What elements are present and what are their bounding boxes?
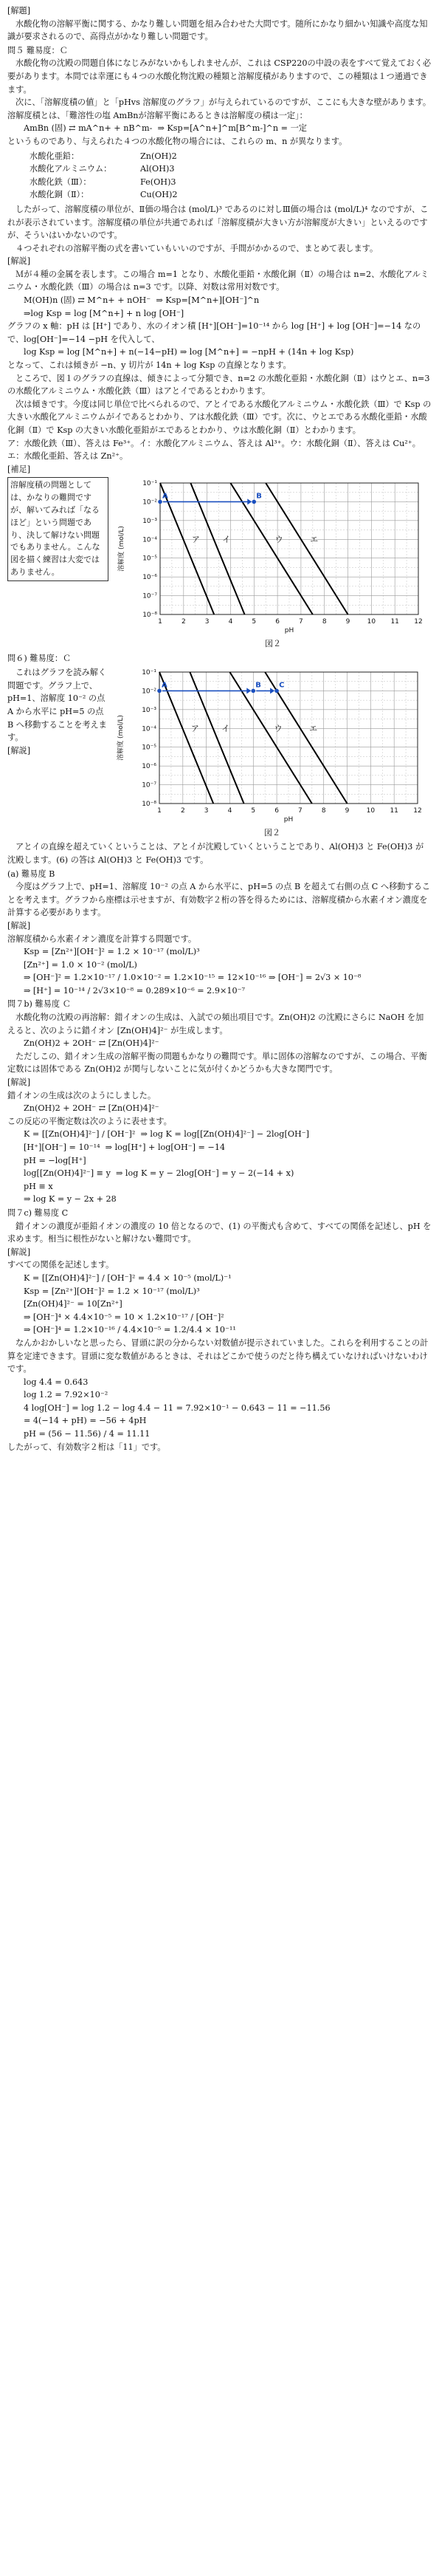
- q7c-label: 問７c) 難易度 C: [7, 1208, 69, 1218]
- q7c-l2: log 1.2 = 7.92×10⁻²: [24, 1390, 108, 1400]
- y-tick-label: 10⁻⁵: [142, 744, 156, 752]
- series-label: エ: [310, 535, 319, 545]
- q7b-e5: pH ≡ x: [24, 1181, 53, 1191]
- q5-s1: Ｍが４種の金属を表します。この場合 m=1 となり、水酸化亜鉛・水酸化銅（Ⅱ）の場合は n=2、水酸化アルミニウム・水酸化鉄（Ⅲ）の場合は n=3 です。以降、対数は常用対数です。: [7, 269, 429, 292]
- data-point: [274, 689, 279, 693]
- q7c-end: したがって、有効数字２桁は「11」です。: [7, 1442, 166, 1452]
- note-box: 溶解度積の問題としては、かなりの難問ですが、解いてみれば「なるほど」という問題であり、決して解けない問題でもありません。こんな図を描く練習は大変ではありません。: [7, 477, 108, 580]
- compound-formula: Cu(OH)2: [140, 190, 178, 200]
- q5-label: 問５ 難易度：Ｃ: [7, 45, 68, 55]
- solubility-chart-1: [114, 477, 432, 636]
- q5-s5: 次は傾きです。今度は同じ単位で比べられるので、アとイである水酸化アルミニウム・水酸化鉄（Ⅲ）で Ksp の大きい水酸化アルミニウムがイであるとわかり、アは水酸化鉄（Ⅲ）です。次に、ウとエである水酸化亜鉛・水酸化銅（Ⅱ）で Ksp の大きい水酸化亜鉛がエであるとわかり、ウは水酸化銅（Ⅱ）とわかります。: [7, 399, 432, 435]
- x-tick-label: 2: [181, 618, 186, 626]
- y-tick-label: 10⁻⁴: [142, 536, 157, 544]
- q7b-p2: ただしこの、錯イオン生成の溶解平衡の問題もかなりの難問です。単に固体の溶解なのですが、この場合、平衡定数には固体である Zn(OH)2 が関与しないことに気が付くかどうかも大きな関門です。: [7, 1051, 427, 1075]
- compound-row: [30, 176, 432, 189]
- q7b-e6: ⇒ log K = y − 2x + 28: [24, 1194, 117, 1205]
- y-tick-label: 10⁻⁷: [142, 781, 156, 789]
- q7b-e4: log[[Zn(OH)4]²⁻] ≡ y ⇒ log K = y − 2log[OH⁻] = y − 2(−14 + x): [24, 1168, 294, 1179]
- q5-p1: 水酸化物の沈殿の問題自体になじみがないかもしれませんが、これは CSP220の中設の表をすべて覚えておく必要があります。本問では幸運にも４つの水酸化物沈殿の種類と溶解度積がありますので、この種類は１つ通過できます。: [7, 58, 432, 95]
- q5-p4: したがって、溶解度積の単位が、Ⅱ価の場合は (mol/L)³ であるのに対しⅢ価の場合は (mol/L)⁴ なのですが、これが表示されています。溶解度積の単位が共通であれば「溶解度積が大きい方が溶解度が大きい」といえるのですが、そういはいかないのです。: [7, 204, 429, 241]
- q7b-r1: Zn(OH)2 + 2OH⁻ ⇄ [Zn(OH)4]²⁻: [24, 1038, 159, 1049]
- compound-name: 水酸化銅（Ⅱ）：: [30, 190, 89, 200]
- compound-formula: Fe(OH)3: [140, 177, 176, 187]
- q7-e2: [Zn²⁺] = 1.0 × 10⁻² (mol/L): [24, 959, 137, 970]
- q7b-e2: [H⁺][OH⁻] = 10⁻¹⁴ ⇒ log[H⁺] + log[OH⁻] = −14: [24, 1143, 226, 1152]
- arrow-head: [247, 499, 252, 505]
- q7c-e3: [Zn(OH)4]²⁻ = 10[Zn²⁺]: [24, 1299, 122, 1309]
- x-tick-label: 3: [204, 807, 209, 815]
- series-label: ア: [191, 535, 200, 545]
- q7-p1: 今度はグラフ上で、pH=1、溶解度 10⁻² の点 A から水平に、pH=5 の点 B を超えて右側の点 C へ移動することを考えます。グラフから座標は示せますが、有効数字２桁の答を得るためには、溶解度積から水素イオン濃度を計算する必要があります。: [7, 882, 431, 918]
- x-tick-label: 6: [274, 807, 279, 815]
- q7c-l1: log 4.4 = 0.643: [24, 1377, 89, 1387]
- compound-table: [30, 150, 432, 202]
- point-label: A: [162, 492, 168, 501]
- point-label: A: [162, 681, 167, 690]
- series-label: ウ: [274, 535, 283, 545]
- y-tick-label: 10⁻⁸: [142, 801, 156, 809]
- q7-e1: Ksp = [Zn²⁺][OH⁻]² = 1.2 × 10⁻¹⁷ (mol/L)³: [24, 947, 200, 957]
- q7c-p3: なんかおかしいなと思ったら、冒頭に訳の分からない対数値が提示されていました。これらを利用することの計算を定達できます。冒頭に変な数値があるときは、それはどこかで使うのだと待ち構えていなければいけないわけです。: [7, 1337, 429, 1374]
- series-label: エ: [309, 724, 318, 734]
- q5-m2: ⇒log Ksp = log [M^n+] + n log [OH⁻]: [24, 308, 184, 318]
- q7c-l3: 4 log[OH⁻] = log 1.2 − log 4.4 − 11 = 7.92×10⁻¹ − 0.643 − 11 = −11.56: [24, 1402, 331, 1413]
- q7b-label: 問７b) 難易度 Ｃ: [7, 999, 71, 1010]
- x-axis-label: pH: [283, 816, 294, 824]
- x-tick-label: 2: [180, 807, 185, 815]
- figure-1: [114, 477, 432, 650]
- series-line: [159, 672, 213, 804]
- y-tick-label: 10⁻⁸: [142, 612, 157, 620]
- q5-s4: ところで、図１のグラフの直線は、傾きによって分類でき、n=2 の水酸化亜鉛・水酸化銅（Ⅱ）はウとエ、n=3 の水酸化アルミニウム・水酸化鉄（Ⅲ）はアとイであるとわかります。: [7, 373, 430, 397]
- chart-block-1: [7, 477, 432, 650]
- compound-formula: Al(OH)3: [140, 164, 175, 174]
- q6-label: 問６) 難易度：Ｃ: [7, 653, 72, 663]
- intro-text: 水酸化物の溶解平衡に関する、かなり難しい問題を組み合わせた大問です。随所にかなり細かい知識や高度な知識が要求されるので、高得点がかなり難しい問題です。: [7, 18, 428, 42]
- arrow-head: [270, 688, 274, 694]
- x-tick-label: 8: [322, 618, 327, 626]
- x-tick-label: 7: [299, 618, 303, 626]
- q6-side-text-wrap: [7, 666, 108, 757]
- q7-e4: ⇒ [H⁺] = 10⁻¹⁴ / 2√3×10⁻⁸ = 0.289×10⁻⁶ = 2.9×10⁻⁷: [24, 985, 245, 996]
- y-tick-label: 10⁻⁶: [142, 574, 157, 582]
- q7c-l5: pH = (56 − 11.56) / 4 = 11.11: [24, 1429, 151, 1439]
- compound-row: [30, 188, 432, 202]
- data-point: [251, 689, 255, 693]
- x-tick-label: 1: [157, 807, 162, 815]
- q7c-e4: ⇒ [OH⁻]⁴ × 4.4×10⁻⁵ = 10 × 1.2×10⁻¹⁷ / [OH⁻]²: [24, 1312, 224, 1322]
- compound-name: 水酸化鉄（Ⅲ）：: [30, 177, 91, 187]
- y-tick-label: 10⁻⁴: [142, 725, 156, 733]
- point-label: B: [256, 492, 262, 501]
- point-label: C: [279, 681, 285, 690]
- q7-e3: ⇒ [OH⁻]² = 1.2×10⁻¹⁷ / 1.0×10⁻² = 1.2×10⁻¹⁵ = 12×10⁻¹⁶ ⇒ [OH⁻] = 2√3 × 10⁻⁸: [24, 973, 362, 983]
- q7b-solution-label: [解説]: [7, 1078, 31, 1088]
- compound-name: 水酸化アルミニウム：: [30, 164, 112, 174]
- q7b-r2: Zn(OH)2 + 2OH⁻ ⇄ [Zn(OH)4]²⁻: [24, 1103, 159, 1114]
- data-point: [158, 500, 162, 504]
- y-tick-label: 10⁻¹: [142, 480, 157, 488]
- x-tick-label: 6: [275, 618, 280, 626]
- q7b-e1: K = [[Zn(OH)4]²⁻] / [OH⁻]² ⇒ log K = log[[Zn(OH)4]²⁻] − 2log[OH⁻]: [24, 1129, 310, 1140]
- q7b-p3: 錯イオンの生成は次のようにしました。: [7, 1090, 156, 1100]
- compound-name: 水酸化亜鉛：: [30, 151, 80, 161]
- x-tick-label: 5: [252, 618, 257, 626]
- q7c-p1: 錯イオンの濃度が亜鉛イオンの濃度の 10 倍となるので、(1) の平衡式も含めて、すべての関係を記述し、pH を求めます。相当に根性がないと解けない難問です。: [7, 1221, 432, 1244]
- y-tick-label: 10⁻²: [142, 499, 157, 507]
- figure-2: [114, 666, 431, 839]
- y-axis-label: 溶解度 (mol/L): [117, 715, 125, 761]
- arrow-head: [246, 688, 251, 694]
- x-tick-label: 4: [228, 618, 233, 626]
- data-point: [157, 689, 162, 693]
- q7c-l4: = 4(−14 + pH) = −56 + 4pH: [24, 1416, 147, 1426]
- q7c-e2: Ksp = [Zn²⁺][OH⁻]² = 1.2 × 10⁻¹⁷ (mol/L)³: [24, 1286, 200, 1296]
- x-tick-label: 5: [251, 807, 256, 815]
- x-tick-label: 12: [414, 618, 423, 626]
- y-tick-label: 10⁻⁶: [142, 763, 156, 771]
- q6-p2: アとイの直線を超えていくということは、アとイが沈殿していくということであり、Al(OH)3 と Fe(OH)3 が沈殿します。(6) の答は Al(OH)3 と Fe(OH)3 です。: [7, 842, 424, 865]
- x-tick-label: 1: [158, 618, 162, 626]
- compound-formula: Zn(OH)2: [140, 151, 177, 161]
- q5-m3: log Ksp = log [M^n+] + n(−14−pH) ⇒ log [M^n+] = −npH + (14n + log Ksp): [24, 347, 354, 357]
- q7-p2: 溶解度積から水素イオン濃度を計算する問題です。: [7, 934, 197, 944]
- series-line: [160, 483, 214, 614]
- q7c-e5: ⇒ [OH⁻]⁴ = 1.2×10⁻¹⁶ / 4.4×10⁻⁵ = 1.2/4.4 × 10⁻¹¹: [24, 1325, 236, 1335]
- x-tick-label: 11: [390, 618, 399, 626]
- figure-1-caption: 図２: [265, 638, 281, 648]
- y-tick-label: 10⁻⁵: [142, 555, 157, 564]
- q5-m1: M(OH)n (固) ⇄ M^n+ + nOH⁻ ⇒ Ksp=[M^n+][OH⁻]^n: [24, 295, 260, 306]
- q5-p5: ４つそれぞれの溶解平衡の式を書いていもいいのですが、手間がかかるので、まとめて表します。: [15, 243, 378, 253]
- q5-solution-label: [解説]: [7, 256, 31, 267]
- q5-s3: となって、これは傾きが −n、y 切片が 14n + log Ksp の直線となります。: [7, 360, 291, 371]
- y-tick-label: 10⁻¹: [142, 669, 156, 677]
- q7c-solution-label: [解説]: [7, 1247, 31, 1257]
- chart-block-2: [7, 666, 432, 839]
- data-point: [252, 500, 256, 504]
- x-tick-label: 9: [345, 807, 350, 815]
- note-label: [補足]: [7, 464, 31, 474]
- q7-label: (a) 難易度 B: [7, 869, 55, 879]
- section-header: [解題]: [7, 6, 31, 16]
- series-label: イ: [222, 535, 231, 545]
- x-tick-label: 3: [204, 618, 210, 626]
- x-tick-label: 11: [390, 807, 398, 815]
- compound-row: [30, 150, 432, 163]
- series-label: ア: [190, 724, 199, 734]
- y-axis-label: 溶解度 (mol/L): [118, 526, 125, 572]
- q7b-p1: 水酸化物の沈殿の再溶解：錯イオンの生成は、入試での頻出項目です。Zn(OH)2 の沈殿にさらに NaOH を加えると、次のように錯イオン [Zn(OH)4]²⁻ が生成します。: [7, 1013, 424, 1035]
- q7c-e1: K = [[Zn(OH)4]²⁻] / [OH⁻]² = 4.4 × 10⁻⁵ (mol/L)⁻¹: [24, 1272, 232, 1283]
- x-tick-label: 4: [227, 807, 232, 815]
- point-label: B: [255, 681, 261, 690]
- x-tick-label: 7: [298, 807, 303, 815]
- q5-p3: というものであり、与えられた４つの水酸化物の場合には、これらの m、n が異なります。: [7, 136, 348, 146]
- q7b-e3: pH = −log[H⁺]: [24, 1155, 86, 1165]
- x-tick-label: 12: [413, 807, 422, 815]
- q5-p2: 次に、「溶解度積の値」と「pHvs 溶解度のグラフ」が与えられているのですが、ここにも大きな壁があります。溶解度積とは、「難溶性の塩 AmBnが溶解平衡にあるときは溶解度の積は一定」：: [7, 97, 432, 120]
- y-tick-label: 10⁻³: [142, 518, 157, 526]
- series-label: イ: [221, 724, 230, 734]
- q6-p1: これはグラフを読み解く問題です。グラフ上で、pH=1、溶解度 10⁻² の点 A から水平に pH=5 の点 B へ移動することを考えます。: [7, 668, 107, 743]
- x-tick-label: 9: [345, 618, 350, 626]
- q7c-p2: すべての関係を記述します。: [7, 1260, 114, 1270]
- x-tick-label: 10: [366, 807, 376, 815]
- compound-row: [30, 162, 432, 176]
- q7-solution-label: [解説]: [7, 920, 31, 931]
- solubility-chart-2: [114, 666, 431, 825]
- y-tick-label: 10⁻⁷: [142, 592, 157, 600]
- x-axis-label: pH: [284, 627, 294, 635]
- q6-solution-label: [解説]: [7, 745, 31, 756]
- series-label: ウ: [274, 724, 283, 734]
- figure-2-caption: 図２: [264, 827, 280, 837]
- x-tick-label: 10: [367, 618, 376, 626]
- x-tick-label: 8: [321, 807, 326, 815]
- q5-s6: ア：水酸化鉄（Ⅲ）、答えは Fe³⁺。イ：水酸化アルミニウム、答えは Al³⁺。ウ：水酸化銅（Ⅱ）、答えは Cu²⁺。エ：水酸化亜鉛、答えは Zn²⁺。: [7, 438, 421, 462]
- q5-s2: グラフの x 軸：pH は [H⁺] であり、水のイオン積 [H⁺][OH⁻]=10⁻¹⁴ から log [H⁺] + log [OH⁻]=−14 なので、log[OH⁻]=−14 −pH を代入して、: [7, 321, 421, 344]
- q7b-p4: この反応の平衡定数は次のように表せます。: [7, 1116, 172, 1126]
- y-tick-label: 10⁻³: [142, 707, 156, 715]
- q5-eq1: AmBn (固) ⇄ mA^n+ + nB^m- ⇒ Ksp=[A^n+]^m[B^m-]^n = 一定: [24, 123, 307, 134]
- y-tick-label: 10⁻²: [142, 688, 156, 696]
